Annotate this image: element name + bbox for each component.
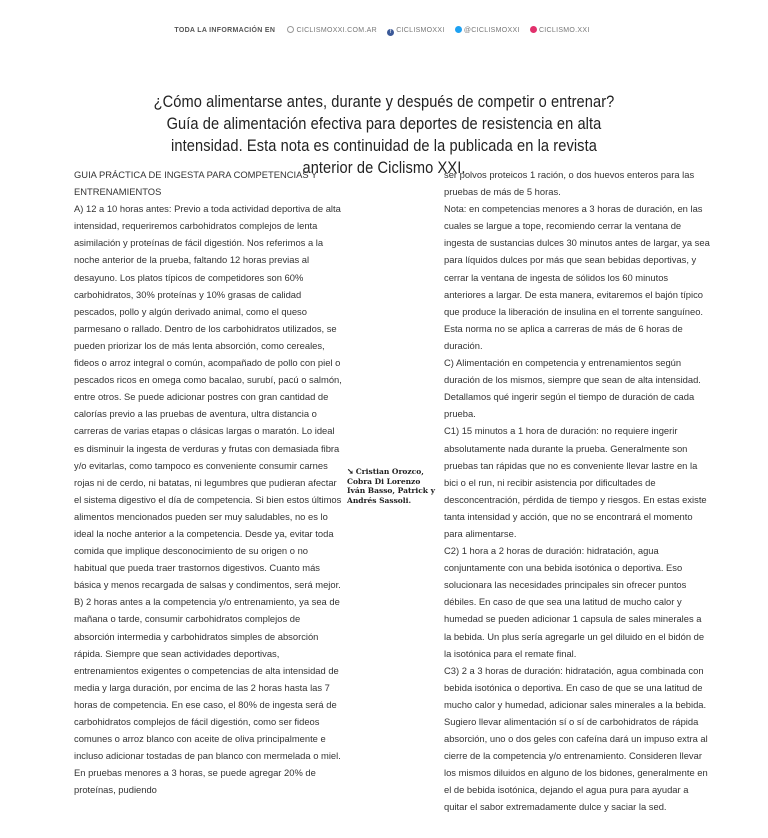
article-title: ¿Cómo alimentarse antes, durante y después de competir o entrenar? Guía de alimentación efectiva para deportes de resistencia en alta intensidad. Esta nota es continuidad de la publicada en la revista anterior de Ciclismo XXI. — [153, 92, 615, 178]
instagram-link[interactable]: CICLISMO.XXI — [530, 27, 590, 34]
paragraph-c2: C2) 1 hora a 2 horas de duración: hidratación, agua conjuntamente con una bebida isotónica o deportiva. Eso solucionara las necesidades principales sin ofrecer puntos débiles. En caso de que sea una latitud de mucho calor y humedad se pueden adicionar 1 capsula de sales minerales a la bebida. Un plus sería agregarle un gel diluido en el bidón de la isotónica para el remate final. — [444, 545, 705, 659]
website-link[interactable]: CICLISMOXXI.COM.AR — [287, 27, 376, 34]
paragraph-a: A) 12 a 10 horas antes: Previo a toda actividad deportiva de alta intensidad, requeriremos carbohidratos complejos de lenta asimilación y proteínas de fácil digestión. Nos referimos a la noche anterior de la prueba, faltando 12 horas previas al desayuno. Los platos típicos de competidores son 60% carbohidratos, 30% proteínas y 10% grasas de calidad pescados, pollo y algún derivado animal, como el queso parmesano o rallado. Dentro de los carbohidratos utilizados, se pueden priorizar los de más lenta absorción, como cereales, fideos o arroz integral o común, acompañado de pollo con piel o pescados ricos en omega como bacalao, surubí, pacú o salmón, entre otros. Se puede adicionar postres con gran cantidad de calorías previo a las pruebas de aventura, ultra distancia o carreras de varias etapas o clásicas largas o maratón. Lo ideal es disminuir la ingesta de verduras y frutas con demasiada fibra y/o evitarlas, como tampoco es conveniente consumir carnes rojas ni de cerdo, ni batatas, ni legumbres que pudieran afectar el sistema digestivo el día de competencia. Si bien estos últimos alimentos mencionados pueden ser muy saludables, no es lo ideal la noche anterior a la competencia. Desde ya, evitar toda comida que implique desconocimiento de su origen o no habitual que pueda traer trastornos digestivos. Cuanto más básica y menos recargada de salsas y condimentos, será mejor. — [74, 203, 342, 591]
left-column — [74, 166, 342, 798]
paragraph-c3: C3) 2 a 3 horas de duración: hidratación, agua combinada con bebida isotónica o deportiva. En caso de que se una latitud de mucho calor y humedad, adicionar sales minerales a la bebida. Sugiero llevar alimentación sí o sí de carbohidratos de rápida absorción, uno o dos geles con cafeína dará un impuso extra al cierre de la competencia y/o entrenamiento. Consideren llevar los mismos diluidos en alguno de los bidones, generalmente en el de bebida isotónica, dejando el agua pura para ayudar a quitar el sabor extremadamente dulce y saciar la sed. — [444, 664, 708, 813]
globe-icon — [287, 26, 294, 33]
twitter-link[interactable]: @CICLISMOXXI — [455, 27, 520, 34]
paragraph-c: C) Alimentación en competencia y entrenamientos según duración de los mismos, siempre que sean de alta intensidad. Detallamos qué ingerir según el tiempo de duración de cada prueba. — [444, 357, 701, 420]
facebook-link[interactable]: f CICLISMOXXI — [387, 27, 444, 34]
paragraph-b: B) 2 horas antes a la competencia y/o entrenamiento, ya sea de mañana o tarde, consumir carbohidratos complejos de absorción intermedia y carbohidratos simples de absorción rápida. Siempre que sean actividades deportivas, entrenamientos exigentes o competencias de alta intensidad de media y larga duración, por encima de las 2 horas hasta las 7 horas de competencia. En ese caso, el 80% de ingesta será de carbohidratos complejos de fácil digestión, como ser fideos comunes o arroz blanco con aceite de oliva principalmente e incluso adicionar tostadas de pan blanco con mermelada o miel. En pruebas menores a 3 horas, se puede agregar 20% de proteínas, pudiendo — [74, 596, 341, 796]
right-column — [444, 166, 710, 816]
paragraph-c1: C1) 15 minutos a 1 hora de duración: no requiere ingerir absolutamente nada durante la prueba. Generalmente son pruebas tan rápidas que no es conveniente llevar lastre en la bici o el run, ni recibir asistencia por dificultades de desconcentración, pérdida de tiempo y riesgos. En estas existe tanta intensidad y acción, que no se encontrará el momento para alimentarse. — [444, 425, 707, 539]
arrow-icon: ➘ — [347, 466, 354, 476]
header-lead: TODA LA INFORMACIÓN EN — [174, 27, 276, 34]
paragraph-continuation: ser polvos proteicos 1 ración, o dos huevos enteros para las pruebas de más de 5 horas. — [444, 169, 695, 198]
facebook-icon: f — [387, 29, 394, 36]
photo-caption: ➘ Cristian Orozco, Cobra Di Lorenzo Iván Basso, Patrick y Andrés Sassoli. — [347, 466, 435, 505]
instagram-icon — [530, 26, 537, 33]
twitter-icon — [455, 26, 462, 33]
paragraph-note: Nota: en competencias menores a 3 horas de duración, en las cuales se largue a tope, recomiendo cerrar la ventana de ingesta de sustancias dulces 30 minutos antes de largar, ya sea para líquidos dulces por más que sean bebidas deportivas, y cerrar la ventana de ingesta de sólidos los 60 minutos anteriores a largar. De esta manera, evitaremos el bajón típico que produce la liberación de insulina en el torrente sanguíneo. Esta norma no se aplica a carreras de más de 6 horas de duración. — [444, 203, 710, 351]
section-heading: GUIA PRÁCTICA DE INGESTA PARA COMPETENCIAS Y ENTRENAMIENTOS — [74, 169, 318, 198]
social-header — [0, 26, 768, 36]
